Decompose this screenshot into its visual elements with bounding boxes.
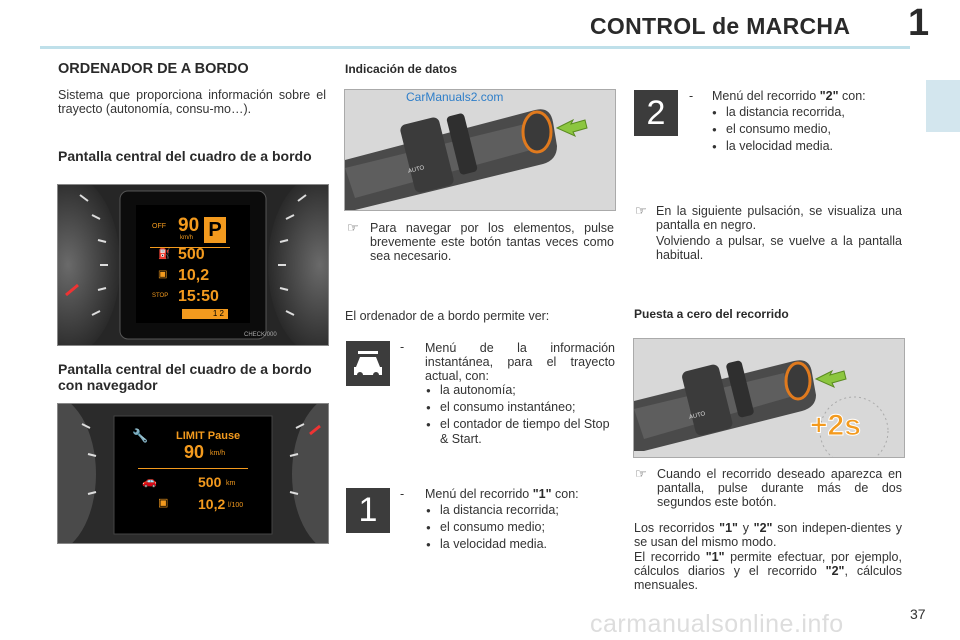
trip-1-icon: 1 xyxy=(346,488,390,533)
list-item: ● la velocidad media. xyxy=(424,537,618,552)
reset-heading: Puesta a cero del recorrido xyxy=(634,307,789,321)
display1-code: CHECK/000 xyxy=(244,332,277,338)
lever-auto-label: AUTO xyxy=(688,411,707,421)
dashboard-display-photo xyxy=(57,184,329,346)
lever-photo-top xyxy=(344,89,616,211)
list-item: ● la distancia recorrida; xyxy=(424,503,618,518)
subsection-title-navigator: Pantalla central del cuadro de a bordo con navegador xyxy=(58,361,312,393)
display2-speed: 90 xyxy=(184,442,205,462)
list-item: ● el consumo instantáneo; xyxy=(424,400,618,415)
display1-stop: STOP xyxy=(152,293,169,299)
navigator-display-photo xyxy=(57,403,329,544)
chapter-number: 1 xyxy=(908,2,930,44)
subsection-title-dashboard: Pantalla central del cuadro de a bordo xyxy=(58,148,312,164)
menu-trip1-list xyxy=(424,503,618,554)
list-item: ● el contador de tiempo del Stop & Start. xyxy=(424,417,618,447)
list-item: ● la distancia recorrida, xyxy=(710,105,904,120)
trip-2-icon: 2 xyxy=(634,90,678,136)
section-title: ORDENADOR DE A BORDO xyxy=(58,61,249,77)
pointing-finger-icon: ☞ xyxy=(635,203,647,218)
display1-time: 15:50 xyxy=(178,288,219,305)
fuel-icon: ⛽ xyxy=(158,249,171,260)
lever-auto-label: AUTO xyxy=(407,165,426,175)
display2-autonomy-unit: km xyxy=(226,480,236,487)
list-item: ● la autonomía; xyxy=(424,383,618,398)
display2-autonomy: 500 xyxy=(198,474,222,490)
menu-instant-list xyxy=(424,383,618,449)
wrench-icon: 🔧 xyxy=(132,428,149,443)
menu-trip2-text: Menú del recorrido "2" con: xyxy=(712,89,866,103)
section-intro: Sistema que proporciona información sobre el trayecto (autonomía, consu-mo…). xyxy=(58,88,326,116)
data-display-heading: Indicación de datos xyxy=(345,62,458,76)
press-again-text: Volviendo a pulsar, se vuelve a la pantalla habitual. xyxy=(656,234,902,262)
lever-photo-reset xyxy=(633,338,905,458)
display2-banner: LIMIT Pause xyxy=(176,430,241,442)
next-press-text: En la siguiente pulsación, se visualiza una pantalla en negro. xyxy=(656,204,902,232)
footer-watermark: carmanualsonline.info xyxy=(590,610,844,638)
display2-unit: km/h xyxy=(210,450,226,457)
consumption-icon: ▣ xyxy=(158,497,169,509)
pointing-finger-icon: ☞ xyxy=(635,466,647,481)
display1-gear: P xyxy=(204,217,226,243)
list-item: ● la velocidad media. xyxy=(710,139,904,154)
pointing-finger-icon: ☞ xyxy=(347,220,359,235)
car-fuel-icon: 🚗 xyxy=(142,474,157,488)
carmanuals-watermark: CarManuals2.com xyxy=(406,90,504,104)
menu-trip2-list xyxy=(710,105,904,156)
reset-badge: +2s xyxy=(810,409,861,442)
menu-instant-text: Menú de la información instantánea, para el trayecto actual, con: xyxy=(425,341,615,383)
display2-consumption-unit: l/100 xyxy=(228,502,244,509)
list-item: ● el consumo medio; xyxy=(424,520,618,535)
trip-usage-text: El recorrido "1" permite efectuar, por ejemplo, cálculos diarios y el recorrido "2", cálculos mensuales. xyxy=(634,550,902,592)
display1-consumption: 10,2 xyxy=(178,267,210,284)
consumption-icon: ▣ xyxy=(158,269,168,280)
chapter-side-tab xyxy=(926,80,960,132)
display1-autonomy: 500 xyxy=(178,246,205,263)
nav-instruction: Para navegar por los elementos, pulse brevemente este botón tantas veces como sea necesario. xyxy=(370,221,614,263)
chapter-title: CONTROL de MARCHA xyxy=(590,13,851,39)
header-divider xyxy=(40,46,910,49)
display1-gears: 1 2 xyxy=(182,309,228,319)
display1-off: OFF xyxy=(152,223,166,230)
trips-independent-text: Los recorridos "1" y "2" son indepen-dientes y se usan del mismo modo. xyxy=(634,521,902,549)
display2-consumption: 10,2 xyxy=(198,496,226,512)
reset-instruction: Cuando el recorrido deseado aparezca en pantalla, pulse durante más de dos segundos este botón. xyxy=(657,467,902,509)
display1-unit: km/h xyxy=(180,235,194,241)
computer-intro: El ordenador de a bordo permite ver: xyxy=(345,309,550,323)
page-number: 37 xyxy=(910,606,926,622)
instant-info-icon xyxy=(346,341,390,386)
list-item: ● el consumo medio, xyxy=(710,122,904,137)
display1-speed: 90 xyxy=(178,215,200,236)
menu-trip1-text: Menú del recorrido "1" con: xyxy=(425,487,579,501)
